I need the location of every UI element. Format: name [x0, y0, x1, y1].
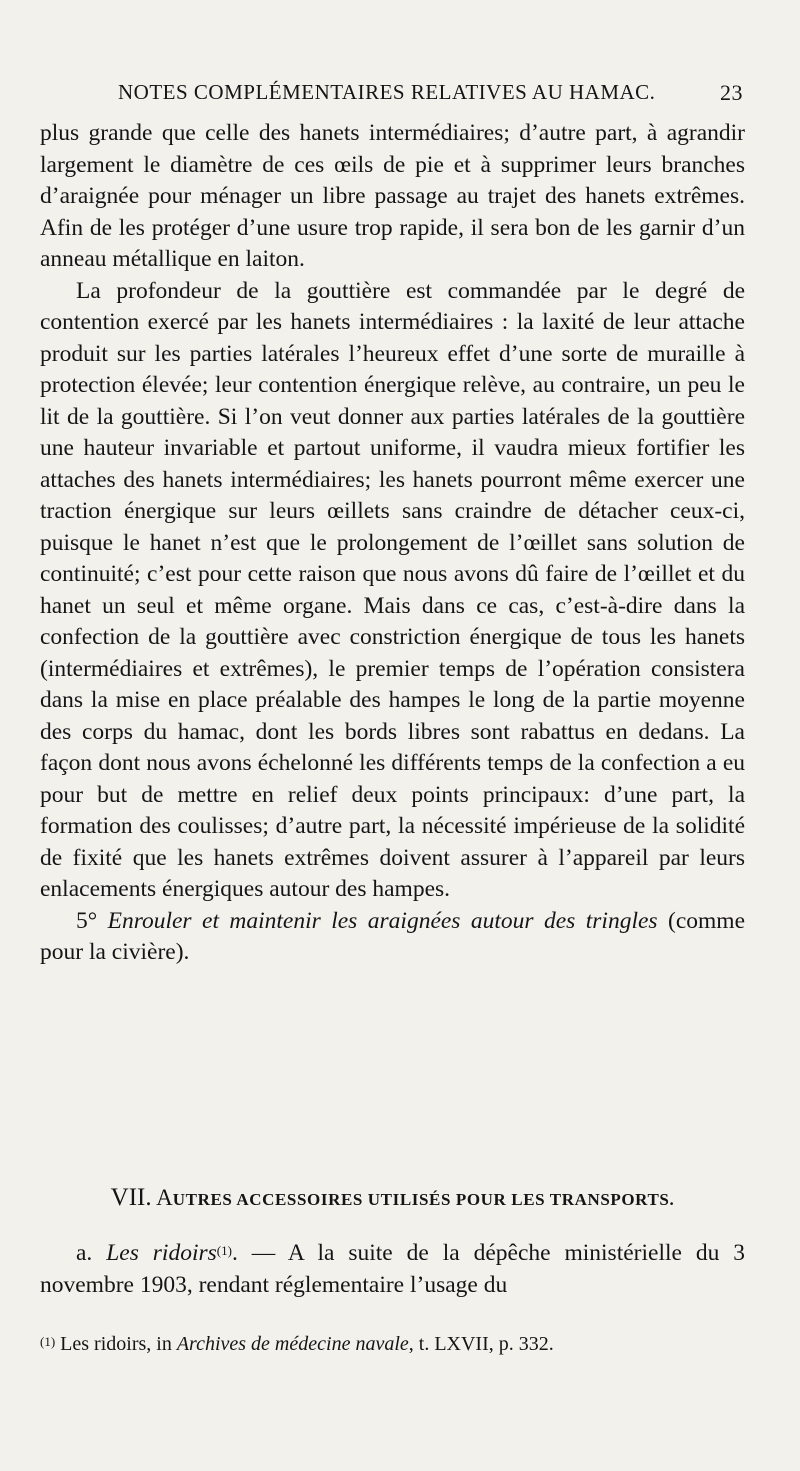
page-number: 23 — [720, 80, 743, 105]
paragraph-continued: plus grande que celle des hanets intermédiaires; d’autre part, à agrandir largement le diamètre de ces œils de pie et à supprimer leurs branches d’araignée pour ménager un libre passage au trajet des hanets extrêmes. Afin de les protéger d’une usure trop rapide, il sera bon de les garnir d’un anneau métallique en laiton. — [40, 120, 745, 272]
footnote-reference: (1) — [216, 1243, 232, 1258]
subsection-letter: a. — [76, 1240, 93, 1266]
subsection-body: . — A la suite de la dépêche ministérielle du 3 novembre 1903, rendant réglementaire l’usage du — [40, 1240, 746, 1298]
footnote-text-after: , t. LXVII, p. 332. — [408, 1333, 554, 1355]
footnote — [40, 1330, 745, 1358]
running-title: NOTES COMPLÉMENTAIRES RELATIVES AU HAMAC. — [118, 80, 656, 104]
paragraph-ridoirs — [40, 1237, 745, 1301]
running-header — [40, 80, 745, 110]
main-text — [40, 118, 745, 969]
section-title: UTRES ACCESSOIRES UTILISÉS POUR LES TRANSPORTS. — [172, 1190, 675, 1209]
section-numeral: VII. — [110, 1184, 152, 1211]
subsection-text — [40, 1237, 745, 1301]
paragraph-item-5 — [40, 906, 745, 969]
section-initial: A — [156, 1185, 173, 1210]
item-number: 5° — [76, 907, 98, 934]
item-italic-text: Enrouler et maintenir les araignées autour des tringles — [107, 907, 658, 934]
paragraph-gouttiere: La profondeur de la gouttière est commandée par le degré de contention exercé par les hanets intermédiaires : la laxité de leur attache produit sur les parties latérales l’heureux effet d’une sorte de muraille à protection élevée; leur contention énergique relève, au contraire, un peu le lit de la gouttière. Si l’on veut donner aux parties latérales de la gouttière une hauteur invariable et partout uniforme, il vaudra mieux fortifier les attaches des hanets intermédiaires; les hanets pourront même exercer une traction énergique sur leurs œillets sans craindre de détacher ceux-ci, puisque le hanet n’est que le prolongement de l’œillet sans solution de continuité; c’est pour cette raison que nous avons dû faire de l’œillet et du hanet un seul et même organe. Mais dans ce cas, c’est-à-dire dans la confection de la gouttière avec constriction énergique de tous les hanets (intermédiaires et extrêmes), le premier temps de l’opération consistera dans la mise en place préalable des hampes le long de la partie moyenne des corps du hamac, dont les bords libres sont rabattus en dedans. La façon dont nous avons échelonné les différents temps de la confection a eu pour but de mettre en relief deux points principaux: d’une part, la formation des coulisses; d’autre part, la nécessité impérieuse de la solidité de fixité que les hanets extrêmes doivent assurer à l’appareil par leurs enlacements énergiques autour des hampes. — [40, 277, 745, 902]
section-heading — [40, 1181, 745, 1217]
footnote-journal: Archives de médecine navale — [176, 1333, 409, 1355]
subsection-title: Les ridoirs — [106, 1240, 217, 1266]
item-rest-text: (comme pour la civière). — [40, 907, 746, 965]
footnote-mark: (1) — [40, 1334, 56, 1349]
footnote-text-before: Les ridoirs, in — [60, 1333, 172, 1355]
